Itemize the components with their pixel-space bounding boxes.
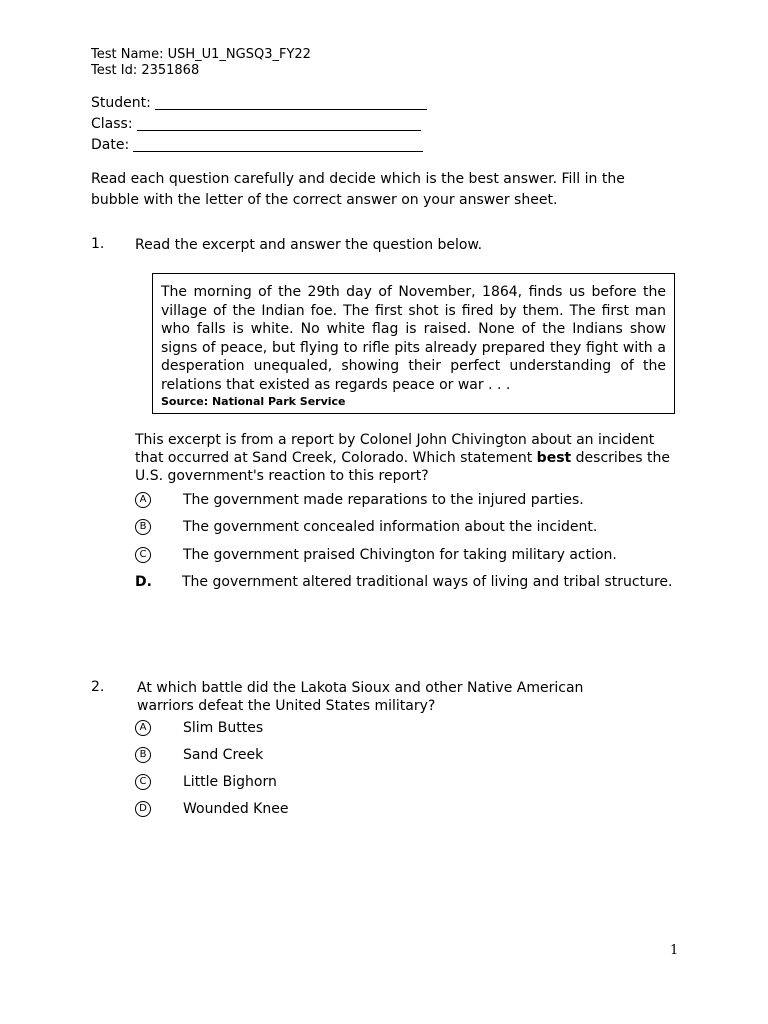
excerpt-text: The morning of the 29th day of November, 1864, finds us before the village of the Indian foe. The first shot is fired by them. The first man who falls is white. No white flag is raised. None of the Indians show signs of peace, but flying to rifle pits already prepared they fight with a desperation unequaled, showing their perfect understanding of the relations that existed as regards peace or war . . . [161,284,666,393]
answer-option[interactable] [135,718,263,738]
option-text: The government praised Chivington for taking military action. [183,547,617,563]
answer-bubble[interactable]: A [135,720,151,736]
option-text: Wounded Knee [183,801,289,817]
question-prompt: At which battle did the Lakota Sioux and other Native American warriors defeat the United States military? [137,680,584,714]
class-line [137,115,421,131]
answer-option[interactable] [135,545,617,565]
stem-text: This excerpt is from a report by Colonel John Chivington about an incident that occurred at Sand Creek, Colorado. Which statement [135,432,655,466]
option-text: The government made reparations to the injured parties. [183,492,584,508]
option-text: Sand Creek [183,747,264,763]
instructions: Read each question carefully and decide which is the best answer. Fill in the bubble with the letter of the correct answer on your answer sheet. [91,171,625,208]
stem-emphasis: best [536,450,572,466]
answer-bubble[interactable]: B [135,747,151,763]
question-prompt: Read the excerpt and answer the question below. [135,237,483,253]
student-label: Student: [91,95,151,111]
answer-letter[interactable]: D. [135,574,152,590]
page-number: 1 [670,943,679,958]
date-line [133,136,423,152]
option-text: The government altered traditional ways of living and tribal structure. [182,574,673,590]
class-label: Class: [91,116,133,132]
answer-option[interactable] [135,572,672,592]
test-header [91,47,311,79]
answer-option[interactable] [135,799,288,819]
student-line [155,94,427,110]
test-name: Test Name: USH_U1_NGSQ3_FY22 [91,47,311,62]
test-id: Test Id: 2351868 [91,63,200,78]
answer-bubble[interactable]: C [135,547,151,563]
info-fields [91,94,427,157]
option-text: Little Bighorn [183,774,277,790]
date-label: Date: [91,137,130,153]
answer-bubble[interactable]: C [135,774,151,790]
answer-bubble[interactable]: B [135,519,151,535]
option-text: The government concealed information about the incident. [183,519,598,535]
date-field [91,136,427,157]
class-field [91,115,427,136]
stem-text-end: describes the U.S. government's reaction to this report? [135,450,671,484]
question-stem [135,431,675,485]
student-field [91,94,427,115]
answer-bubble[interactable]: A [135,492,151,508]
excerpt-source: Source: National Park Service [161,395,346,408]
answer-option[interactable] [135,745,263,765]
excerpt-box [152,273,675,414]
answer-option[interactable] [135,517,597,537]
question-number: 1. [91,236,105,252]
answer-bubble[interactable]: D [135,801,151,817]
option-text: Slim Buttes [183,720,264,736]
question-number: 2. [91,679,105,695]
answer-option[interactable] [135,490,584,510]
answer-option[interactable] [135,772,277,792]
